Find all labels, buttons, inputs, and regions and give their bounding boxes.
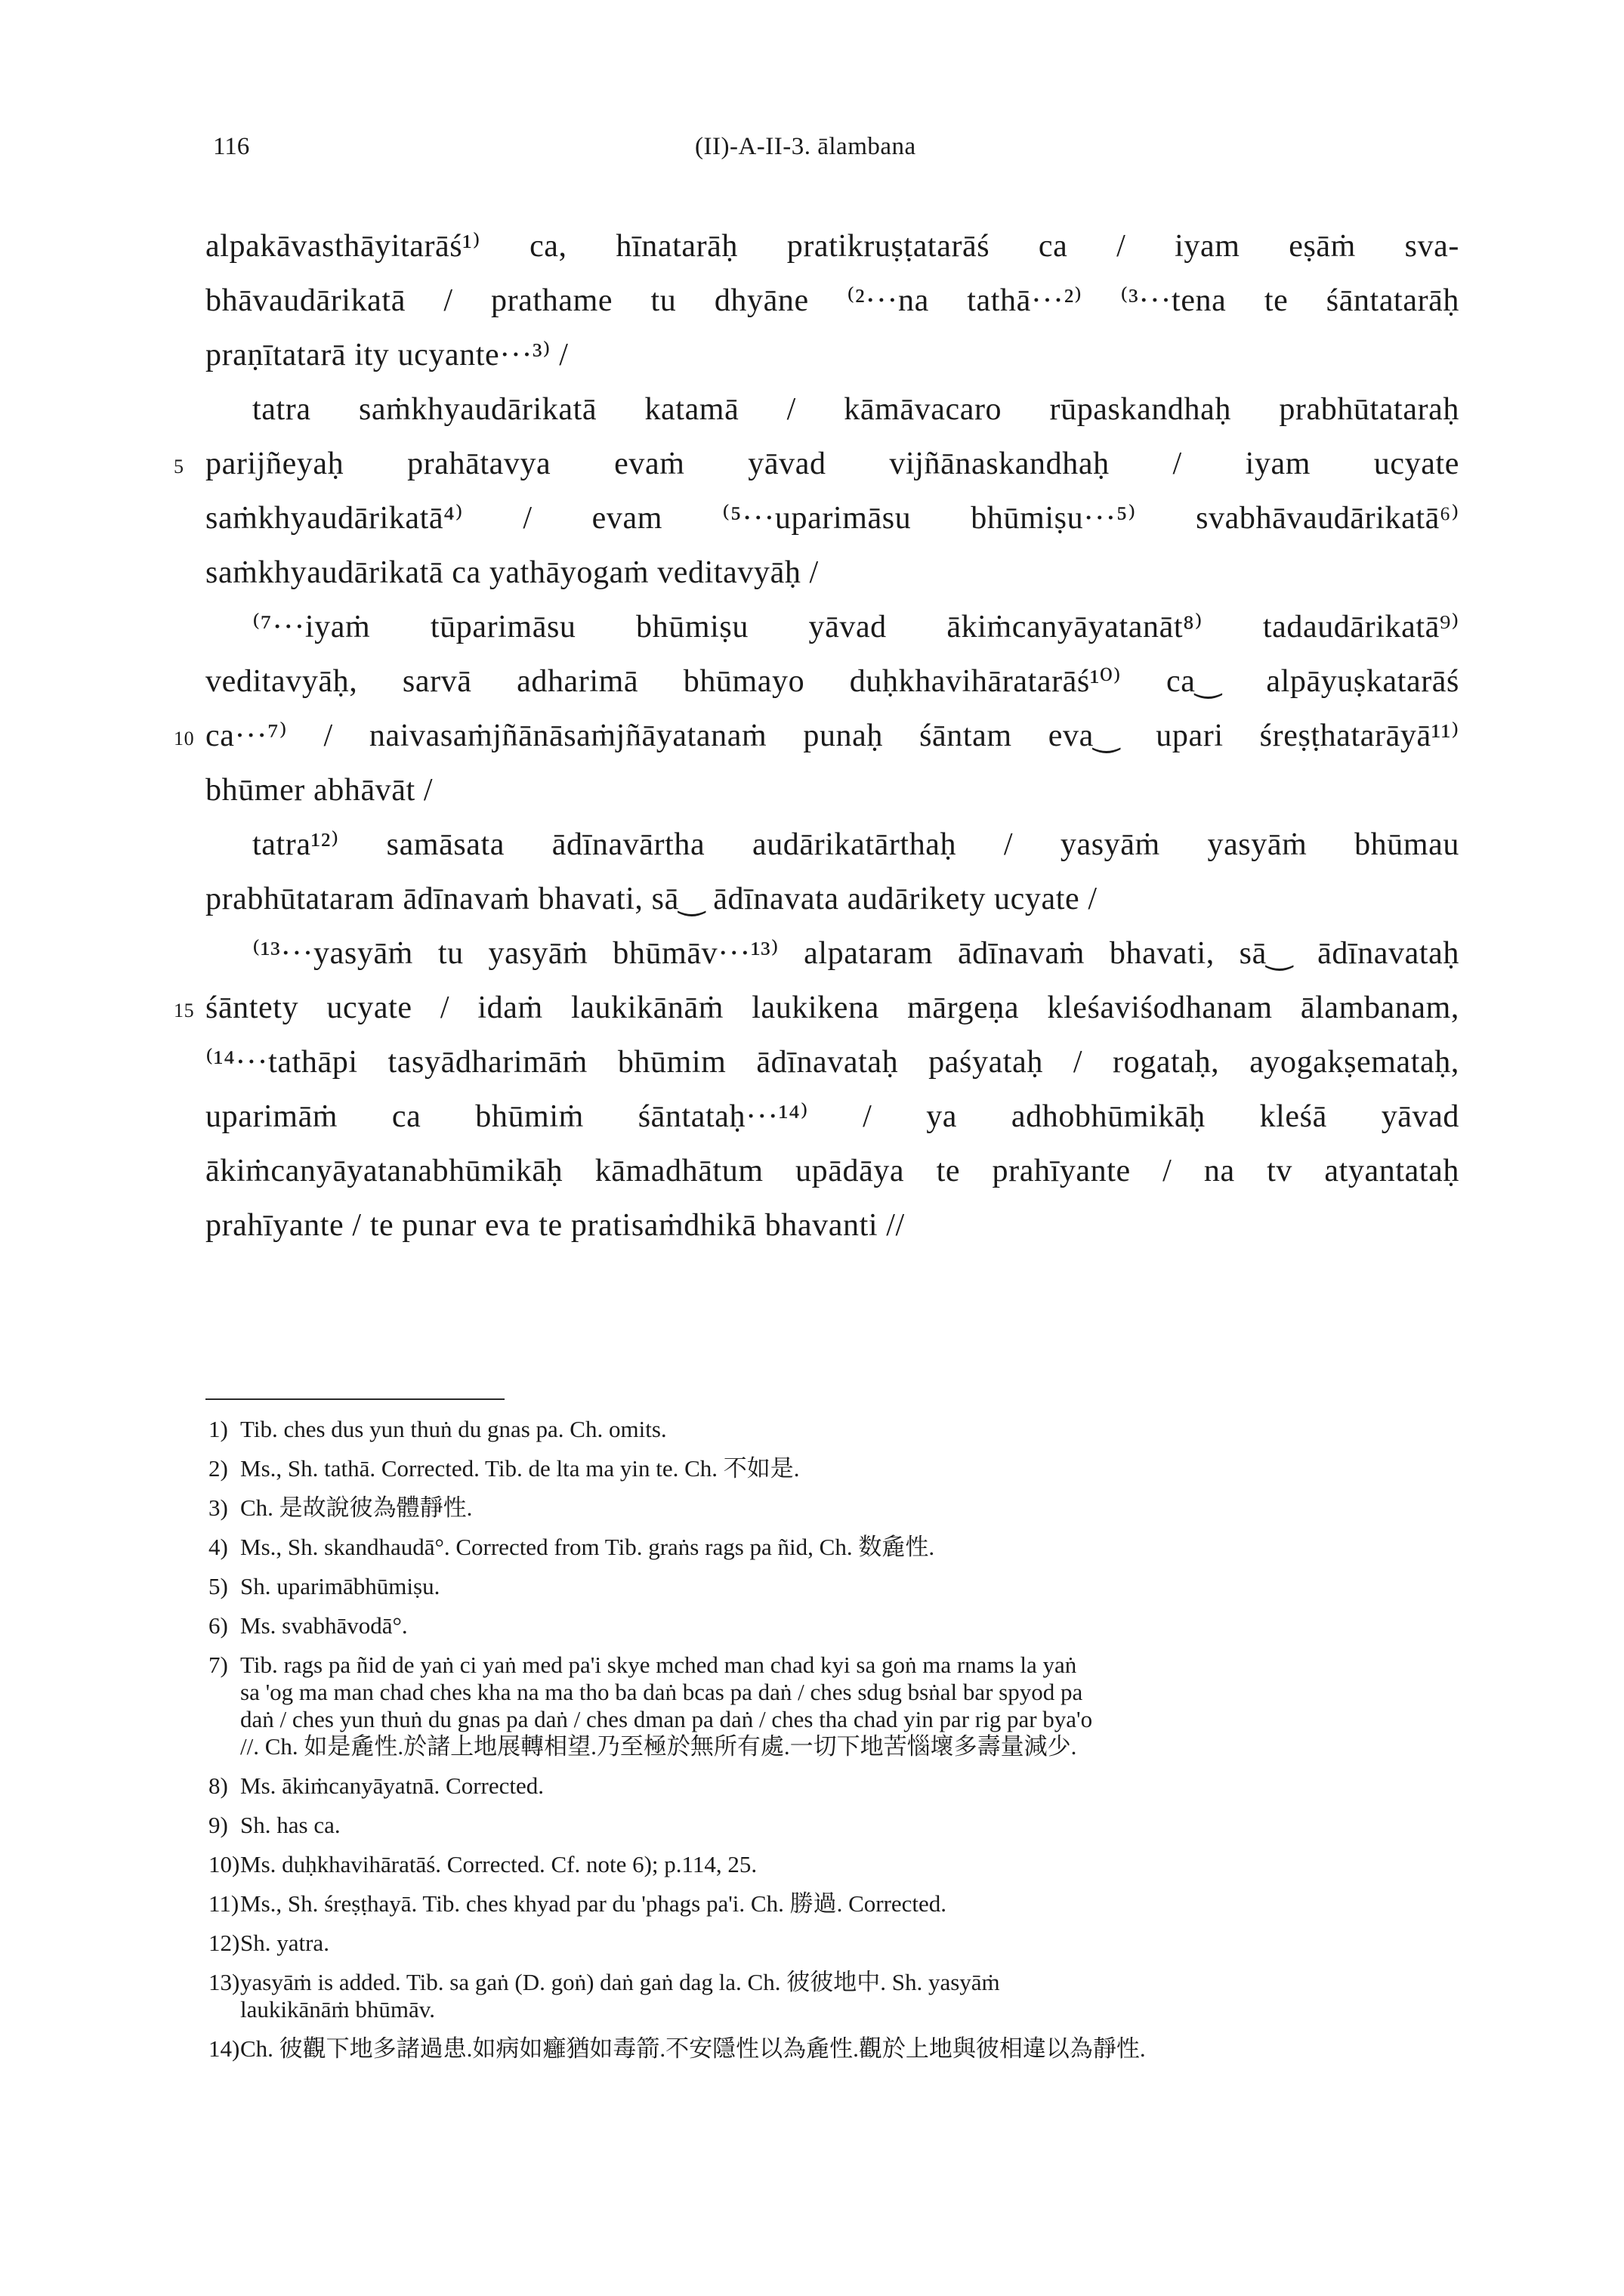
footnote bbox=[208, 1416, 1447, 1443]
footnote-number: 6) bbox=[208, 1612, 228, 1639]
text-line bbox=[205, 491, 1459, 545]
footnote-number: 1) bbox=[208, 1416, 228, 1442]
footnote-divider bbox=[205, 1398, 505, 1400]
footnote-number: 11) bbox=[208, 1890, 239, 1917]
line-number: 10 bbox=[174, 728, 195, 749]
footnote-text: laukikānāṁ bhūmāv. bbox=[240, 1996, 435, 2023]
footnote bbox=[208, 1612, 1447, 1639]
line-number: 5 bbox=[174, 456, 184, 477]
footnote bbox=[208, 1812, 1447, 1839]
text-line bbox=[205, 273, 1459, 328]
footnote-text: Ms., Sh. śreṣṭhayā. Tib. ches khyad par du 'phags pa'i. Ch. 勝過. Corrected. bbox=[240, 1890, 947, 1917]
text-line bbox=[205, 382, 1459, 437]
footnote-number: 5) bbox=[208, 1573, 228, 1599]
text-line bbox=[205, 1089, 1459, 1144]
line-text: bhūmer abhāvāt / bbox=[205, 773, 434, 808]
line-text: saṁkhyaudārikatā ca yathāyogaṁ veditavyāḥ / bbox=[205, 555, 819, 590]
line-text: ⁽¹³···yasyāṁ tu yasyāṁ bhūmāv···¹³⁾ alpataram ādīnavaṁ bhavati, sā‿ ādīnavataḥ bbox=[252, 936, 1459, 971]
footnote-text: Ms., Sh. tathā. Corrected. Tib. de lta ma yin te. Ch. 不如是. bbox=[240, 1455, 800, 1482]
footnote-number: 2) bbox=[208, 1455, 228, 1482]
text-line bbox=[205, 817, 1459, 872]
text-line bbox=[174, 437, 1459, 491]
line-number: 15 bbox=[174, 1000, 195, 1021]
footnote bbox=[208, 1930, 1447, 1957]
footnote-number: 12) bbox=[208, 1930, 240, 1956]
footnote bbox=[208, 1890, 1447, 1917]
footnote-text: Ch. 彼觀下地多諸過患.如病如癰猶如毒箭.不安隱性以為麁性.觀於上地與彼相違以為靜性. bbox=[240, 2035, 1146, 2062]
footnote-text: Ms. svabhāvodā°. bbox=[240, 1612, 408, 1639]
footnote-text: Ms. duḥkhavihāratāś. Corrected. Cf. note 6); p.114, 25. bbox=[240, 1851, 758, 1877]
footnotes bbox=[208, 1416, 1447, 2075]
main-text bbox=[174, 219, 1459, 1253]
footnote-text: Sh. has ca. bbox=[240, 1812, 341, 1838]
text-line bbox=[205, 654, 1459, 709]
text-line bbox=[205, 600, 1459, 654]
text-line bbox=[174, 709, 1459, 763]
line-text: bhāvaudārikatā / prathame tu dhyāne ⁽²···na tathā···²⁾ ⁽³···tena te śāntatarāḥ bbox=[205, 283, 1459, 318]
line-text: prahīyante / te punar eva te pratisaṁdhikā bhavanti // bbox=[205, 1208, 905, 1243]
footnote bbox=[208, 1851, 1447, 1878]
footnote-text: Tib. ches dus yun thuṅ du gnas pa. Ch. omits. bbox=[240, 1416, 667, 1442]
footnote-number: 3) bbox=[208, 1494, 228, 1521]
line-text: saṁkhyaudārikatā⁴⁾ / evam ⁽⁵···uparimāsu bhūmiṣu···⁵⁾ svabhāvaudārikatā⁶⁾ bbox=[205, 501, 1459, 536]
footnote-text: Ms. ākiṁcanyāyatnā. Corrected. bbox=[240, 1772, 544, 1799]
line-text: tatra¹²⁾ samāsata ādīnavārtha audārikatārthaḥ / yasyāṁ yasyāṁ bhūmau bbox=[252, 827, 1459, 862]
footnote-number: 14) bbox=[208, 2035, 240, 2062]
footnote bbox=[208, 1455, 1447, 1482]
footnote-number: 13) bbox=[208, 1969, 240, 1995]
footnote bbox=[208, 1494, 1447, 1522]
footnote-text: Sh. uparimābhūmiṣu. bbox=[240, 1573, 440, 1599]
footnote-number: 8) bbox=[208, 1772, 228, 1799]
line-text: uparimāṁ ca bhūmiṁ śāntataḥ···¹⁴⁾ / ya adhobhūmikāḥ kleśā yāvad bbox=[205, 1099, 1459, 1134]
line-text: ⁽⁷···iyaṁ tūparimāsu bhūmiṣu yāvad ākiṁcanyāyatanāt⁸⁾ tadaudārikatā⁹⁾ bbox=[252, 610, 1459, 644]
footnote-text: Ch. 是故說彼為體靜性. bbox=[240, 1494, 473, 1521]
line-text: tatra saṁkhyaudārikatā katamā / kāmāvacaro rūpaskandhaḥ prabhūtataraḥ bbox=[252, 392, 1459, 427]
footnote-text: //. Ch. 如是麁性.於諸上地展轉相望.乃至極於無所有處.一切下地苦惱壞多壽量減少. bbox=[240, 1733, 1077, 1760]
line-text: praṇītatarā ity ucyante···³⁾ / bbox=[205, 338, 569, 372]
footnote-text: yasyāṁ is added. Tib. sa gaṅ (D. goṅ) daṅ gaṅ dag la. Ch. 彼彼地中. Sh. yasyāṁ bbox=[240, 1969, 1000, 1995]
text-line bbox=[205, 926, 1459, 981]
footnote-text: Tib. rags pa ñid de yaṅ ci yaṅ med pa'i skye mched man chad kyi sa goṅ ma rnams la yaṅ bbox=[240, 1652, 1077, 1678]
text-line bbox=[205, 1198, 1459, 1253]
footnote-number: 7) bbox=[208, 1652, 228, 1678]
footnote-text: Ms., Sh. skandhaudā°. Corrected from Tib. graṅs rags pa ñid, Ch. 数麁性. bbox=[240, 1534, 935, 1560]
text-line bbox=[205, 763, 1459, 817]
line-text: prabhūtataram ādīnavaṁ bhavati, sā‿ ādīnavata audārikety ucyate / bbox=[205, 882, 1098, 916]
line-text: ca···⁷⁾ / naivasaṁjñānāsaṁjñāyatanaṁ punaḥ śāntam eva‿ upari śreṣṭhatarāyā¹¹⁾ bbox=[205, 718, 1459, 753]
line-text: alpakāvasthāyitarāś¹⁾ ca, hīnatarāḥ pratikruṣṭatarāś ca / iyam eṣāṁ sva- bbox=[205, 229, 1459, 264]
footnote bbox=[208, 1573, 1447, 1600]
footnote-number: 4) bbox=[208, 1534, 228, 1560]
footnote bbox=[208, 1534, 1447, 1561]
footnote bbox=[208, 2035, 1447, 2063]
footnote-text: sa 'og ma man chad ches kha na ma tho ba daṅ bcas pa daṅ / ches sdug bsṅal bar spyod pa bbox=[240, 1679, 1083, 1705]
text-line bbox=[205, 872, 1459, 926]
text-line bbox=[205, 328, 1459, 382]
footnote-text: Sh. yatra. bbox=[240, 1930, 329, 1956]
line-text: parijñeyaḥ prahātavya evaṁ yāvad vijñānaskandhaḥ / iyam ucyate bbox=[205, 447, 1459, 481]
line-text: śāntety ucyate / idaṁ laukikānāṁ laukikena mārgeṇa kleśaviśodhanam ālambanam, bbox=[205, 990, 1459, 1025]
line-text: ākiṁcanyāyatanabhūmikāḥ kāmadhātum upādāya te prahīyante / na tv atyantataḥ bbox=[205, 1154, 1459, 1188]
text-line bbox=[205, 545, 1459, 600]
footnote bbox=[208, 1969, 1447, 2023]
footnote-number: 9) bbox=[208, 1812, 228, 1838]
running-header bbox=[0, 133, 1624, 171]
text-line bbox=[205, 219, 1459, 273]
page-number: 116 bbox=[213, 133, 250, 160]
footnote-text: daṅ / ches yun thuṅ du gnas pa daṅ / ches dman pa daṅ / ches tha chad yin par rig par bya'o bbox=[240, 1706, 1093, 1732]
footnote bbox=[208, 1652, 1447, 1760]
footnote-number: 10) bbox=[208, 1851, 240, 1877]
line-text: ⁽¹⁴···tathāpi tasyādharimāṁ bhūmim ādīnavataḥ paśyataḥ / rogataḥ, ayogakṣemataḥ, bbox=[205, 1045, 1459, 1080]
running-title: (II)-A-II-3. ālambana bbox=[695, 133, 916, 160]
line-text: veditavyāḥ, sarvā adharimā bhūmayo duḥkhavihāratarāś¹⁰⁾ ca‿ alpāyuṣkatarāś bbox=[205, 664, 1459, 699]
text-line bbox=[205, 1035, 1459, 1089]
text-line bbox=[174, 981, 1459, 1035]
text-line bbox=[205, 1144, 1459, 1198]
footnote bbox=[208, 1772, 1447, 1800]
